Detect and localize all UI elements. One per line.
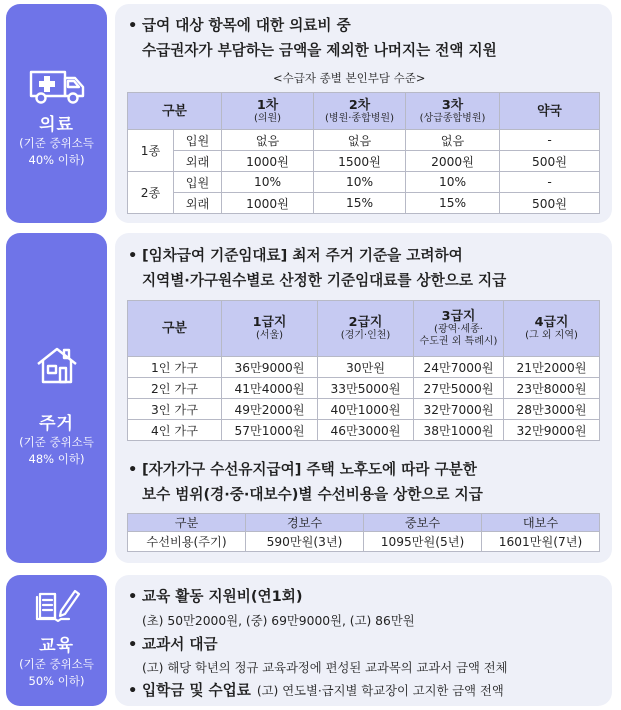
household-cell: 1인 가구 (128, 357, 222, 378)
value-cell: 27만5000원 (414, 378, 504, 399)
value-cell: 21만2000원 (504, 357, 600, 378)
table-row (128, 172, 600, 193)
value-cell: - (500, 172, 600, 193)
value-cell: 10% (222, 172, 314, 193)
medical-header-primary: 1차 (의원) (222, 93, 314, 130)
visit-type-cell: 입원 (174, 130, 222, 151)
value-cell: 23만8000원 (504, 378, 600, 399)
value-cell: 33만5000원 (318, 378, 414, 399)
value-cell: 10% (314, 172, 406, 193)
education-criteria-2: 50% 이하) (28, 674, 85, 688)
table-row (128, 130, 600, 151)
housing-criteria-1: (기준 중위소득 (19, 435, 94, 449)
value-cell: 500원 (500, 151, 600, 172)
education-line-2: • 교과서 대금 (128, 636, 218, 653)
table-row (128, 378, 600, 399)
medical-line-1: • 급여 대상 항목에 대한 의료비 중 (128, 17, 351, 34)
medical-header-secondary: 2차 (병원·종합병원) (314, 93, 406, 130)
value-cell: 500원 (500, 193, 600, 214)
book-pencil-icon (33, 587, 81, 623)
value-cell: 없음 (314, 130, 406, 151)
value-cell: 없음 (222, 130, 314, 151)
value-cell: 590만원(3년) (246, 532, 364, 552)
education-line-2-detail: (고) 해당 학년의 정규 교육과정에 편성된 교과목의 교과서 금액 전체 (142, 661, 508, 675)
table-row (128, 420, 600, 441)
rent-header-tier4: 4급지 (그 외 지역) (504, 301, 600, 357)
medical-header-pharmacy: 약국 (500, 93, 600, 130)
visit-type-cell: 외래 (174, 151, 222, 172)
value-cell: 32만7000원 (414, 399, 504, 420)
repair-header-medium: 중보수 (364, 514, 482, 532)
grade-cell: 2종 (128, 172, 174, 214)
value-cell: 24만7000원 (414, 357, 504, 378)
value-cell: 30만원 (318, 357, 414, 378)
housing-line-2: 지역별·가구원수별로 산정한 기준임대료를 상한으로 지급 (142, 272, 507, 289)
visit-type-cell: 외래 (174, 193, 222, 214)
value-cell: 15% (314, 193, 406, 214)
ambulance-icon (28, 64, 86, 106)
medical-line-2: 수급권자가 부담하는 금액을 제외한 나머지는 전액 지원 (142, 42, 497, 59)
medical-sidebar (6, 4, 107, 223)
housing-card (115, 233, 612, 563)
housing-line-4: 보수 범위(경·중·대보수)별 수선비용을 상한으로 지급 (142, 486, 483, 503)
value-cell: 1500원 (314, 151, 406, 172)
housing-title: 주거 (39, 414, 74, 434)
value-cell: 1095만원(5년) (364, 532, 482, 552)
rent-header-tier3: 3급지 (광역·세종· 수도권 외 특례시) (414, 301, 504, 357)
housing-sidebar (6, 233, 107, 563)
value-cell: 41만4000원 (222, 378, 318, 399)
repair-header-category: 구분 (128, 514, 246, 532)
value-cell: 38만1000원 (414, 420, 504, 441)
value-cell: 46만3000원 (318, 420, 414, 441)
education-title: 교육 (39, 636, 74, 656)
medical-card (115, 4, 612, 223)
education-sidebar (6, 575, 107, 706)
value-cell: 40만1000원 (318, 399, 414, 420)
visit-type-cell: 입원 (174, 172, 222, 193)
value-cell: 15% (406, 193, 500, 214)
repair-header-light: 경보수 (246, 514, 364, 532)
value-cell: 10% (406, 172, 500, 193)
repair-label-cell: 수선비용(주기) (128, 532, 246, 552)
education-line-1: • 교육 활동 지원비(연1회) (128, 588, 303, 605)
education-line-3: • 입학금 및 수업료 (고) 연도별·급지별 학교장이 고지한 금액 전액 (128, 682, 504, 699)
value-cell: 2000원 (406, 151, 500, 172)
rent-header-tier2: 2급지 (경기·인천) (318, 301, 414, 357)
house-icon (35, 345, 79, 385)
value-cell: 1601만원(7년) (482, 532, 600, 552)
medical-table (127, 92, 600, 214)
table-row (128, 399, 600, 420)
grade-cell: 1종 (128, 130, 174, 172)
value-cell: 없음 (406, 130, 500, 151)
table-row (128, 357, 600, 378)
value-cell: - (500, 130, 600, 151)
rent-header-category: 구분 (128, 301, 222, 357)
education-criteria-1: (기준 중위소득 (19, 657, 94, 671)
household-cell: 2인 가구 (128, 378, 222, 399)
medical-title: 의료 (39, 115, 74, 135)
medical-header-tertiary: 3차 (상급종합병원) (406, 93, 500, 130)
value-cell: 1000원 (222, 193, 314, 214)
value-cell: 57만1000원 (222, 420, 318, 441)
medical-table-caption: <수급자 종별 본인부담 수준> (273, 71, 426, 85)
rent-header-tier1: 1급지 (서울) (222, 301, 318, 357)
repair-table (127, 513, 600, 552)
value-cell: 1000원 (222, 151, 314, 172)
household-cell: 4인 가구 (128, 420, 222, 441)
medical-criteria-2: 40% 이하) (28, 153, 85, 167)
value-cell: 36만9000원 (222, 357, 318, 378)
repair-header-major: 대보수 (482, 514, 600, 532)
housing-criteria-2: 48% 이하) (28, 452, 85, 466)
value-cell: 32만9000원 (504, 420, 600, 441)
table-row (128, 532, 600, 552)
housing-line-1: • [임차급여 기준임대료] 최저 주거 기준을 고려하여 (128, 247, 463, 264)
table-row (128, 193, 600, 214)
rent-table (127, 300, 600, 441)
education-card (115, 575, 612, 706)
household-cell: 3인 가구 (128, 399, 222, 420)
education-line-1-detail: (초) 50만2000원, (중) 69만9000원, (고) 86만원 (142, 614, 415, 628)
table-row (128, 151, 600, 172)
medical-criteria-1: (기준 중위소득 (19, 136, 94, 150)
value-cell: 28만3000원 (504, 399, 600, 420)
medical-header-category: 구분 (128, 93, 222, 130)
value-cell: 49만2000원 (222, 399, 318, 420)
education-line-3-detail: (고) 연도별·급지별 학교장이 고지한 금액 전액 (256, 684, 504, 698)
housing-line-3: • [자가가구 수선유지급여] 주택 노후도에 따라 구분한 (128, 461, 477, 478)
